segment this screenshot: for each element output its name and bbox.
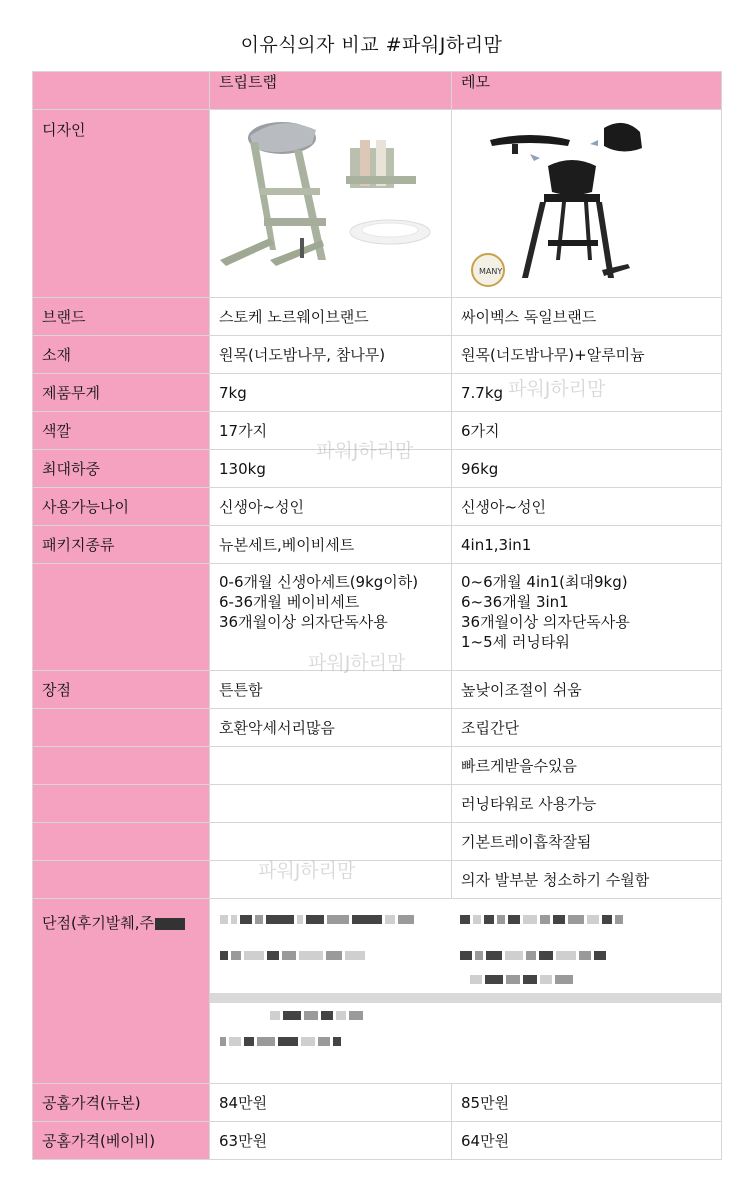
lemo-chair-illustration [452,110,722,292]
weight-tripp-trapp: 7kg [210,374,452,412]
pros-row [33,671,722,709]
header-empty [33,72,210,110]
colors-label: 색깔 [33,412,210,450]
redacted-mark [155,918,185,930]
price-baby-row [33,1122,722,1160]
cons-label-text: 단점(후기발췌,주 [42,914,155,932]
price-newborn-row [33,1084,722,1122]
colors-lemo: 6가지 [452,412,722,450]
pros-tripp-trapp [210,861,452,899]
badge-text: MANY [479,267,503,276]
weight-lemo: 7.7kg [452,374,722,412]
pros-lemo: 높낮이조절이 쉬움 [452,671,722,709]
pros-row [33,747,722,785]
redacted-line [220,915,414,924]
age-row [33,488,722,526]
package-label: 패키지종류 [33,526,210,564]
package-detail-b-line: 1~5세 러닝타워 [461,633,570,651]
package-detail-b-line: 6~36개월 3in1 [461,593,569,611]
pros-row [33,709,722,747]
pros-label-empty [33,709,210,747]
pros-label: 장점 [33,671,210,709]
redacted-line [220,1037,341,1046]
material-row [33,336,722,374]
redacted-line [270,1011,363,1020]
price-newborn-label: 공홈가격(뉴본) [33,1084,210,1122]
package-detail-a-line: 6-36개월 베이비세트 [219,593,360,611]
tripp-trapp-chair-illustration [210,110,452,292]
pros-lemo: 조립간단 [452,709,722,747]
pros-label-empty [33,785,210,823]
package-detail-a-line: 36개월이상 의자단독사용 [219,613,388,631]
header-row [33,72,722,110]
cons-row [33,899,722,1084]
design-row [33,110,722,298]
pros-label-empty [33,823,210,861]
pros-label-empty [33,747,210,785]
watermark: 파워J하리맘 [508,378,606,400]
maxload-row [33,450,722,488]
redacted-line [470,975,573,984]
package-row [33,526,722,564]
lemo-image [452,110,722,298]
pros-tripp-trapp [210,747,452,785]
weight-row [33,374,722,412]
redacted-line [220,951,365,960]
price-newborn-lemo: 85만원 [452,1084,722,1122]
pros-lemo: 기본트레이흡착잘됨 [452,823,722,861]
pros-row [33,785,722,823]
pros-lemo: 의자 발부분 청소하기 수월함 [452,861,722,899]
package-detail-a-line: 0-6개월 신생아세트(9kg이하) [219,573,419,591]
package-detail-tripp-trapp [210,564,452,671]
pros-lemo: 러닝타워로 사용가능 [452,785,722,823]
material-label: 소재 [33,336,210,374]
price-baby-label: 공홈가격(베이비) [33,1122,210,1160]
redacted-line [460,915,623,924]
page-title: 이유식의자 비교 #파워J하리맘 [240,34,503,56]
watermark: 파워J하리맘 [258,860,356,882]
brand-lemo: 싸이벡스 독일브랜드 [452,298,722,336]
package-detail-label [33,564,210,671]
material-lemo: 원목(너도밤나무)+알루미늄 [452,336,722,374]
package-detail-lemo [452,564,722,671]
package-detail-row [33,564,722,671]
price-baby-lemo: 64만원 [452,1122,722,1160]
pros-row [33,823,722,861]
package-tripp-trapp: 뉴본세트,베이비세트 [210,526,452,564]
header-tripp-trapp: 트립트랩 [210,72,452,110]
pros-row [33,861,722,899]
cons-label [33,899,210,1084]
design-label: 디자인 [33,110,210,298]
tripp-trapp-image [210,110,452,298]
pros-tripp-trapp [210,823,452,861]
package-lemo: 4in1,3in1 [452,526,722,564]
age-tripp-trapp: 신생아~성인 [210,488,452,526]
age-label: 사용가능나이 [33,488,210,526]
age-lemo: 신생아~성인 [452,488,722,526]
package-detail-b-line: 0~6개월 4in1(최대9kg) [461,573,628,591]
cons-redacted-area [210,899,722,1084]
colors-tripp-trapp: 17가지 [210,412,452,450]
pros-tripp-trapp: 튼튼함 [210,671,452,709]
brand-label: 브랜드 [33,298,210,336]
pros-tripp-trapp [210,785,452,823]
brand-row [33,298,722,336]
pros-label-empty [33,861,210,899]
colors-row [33,412,722,450]
redacted-strip [210,993,721,1003]
comparison-table [32,71,722,1160]
pros-tripp-trapp: 호환악세서리많음 [210,709,452,747]
watermark: 파워J하리맘 [308,652,406,674]
weight-label: 제품무게 [33,374,210,412]
maxload-label: 최대하중 [33,450,210,488]
pros-lemo: 빠르게받을수있음 [452,747,722,785]
price-newborn-tripp-trapp: 84만원 [210,1084,452,1122]
redacted-line [460,951,606,960]
maxload-lemo: 96kg [452,450,722,488]
maxload-tripp-trapp: 130kg [210,450,452,488]
package-detail-b-line: 36개월이상 의자단독사용 [461,613,630,631]
header-lemo: 레모 [452,72,722,110]
brand-tripp-trapp: 스토케 노르웨이브랜드 [210,298,452,336]
material-tripp-trapp: 원목(너도밤나무, 참나무) [210,336,452,374]
watermark: 파워J하리맘 [316,440,414,462]
price-baby-tripp-trapp: 63만원 [210,1122,452,1160]
